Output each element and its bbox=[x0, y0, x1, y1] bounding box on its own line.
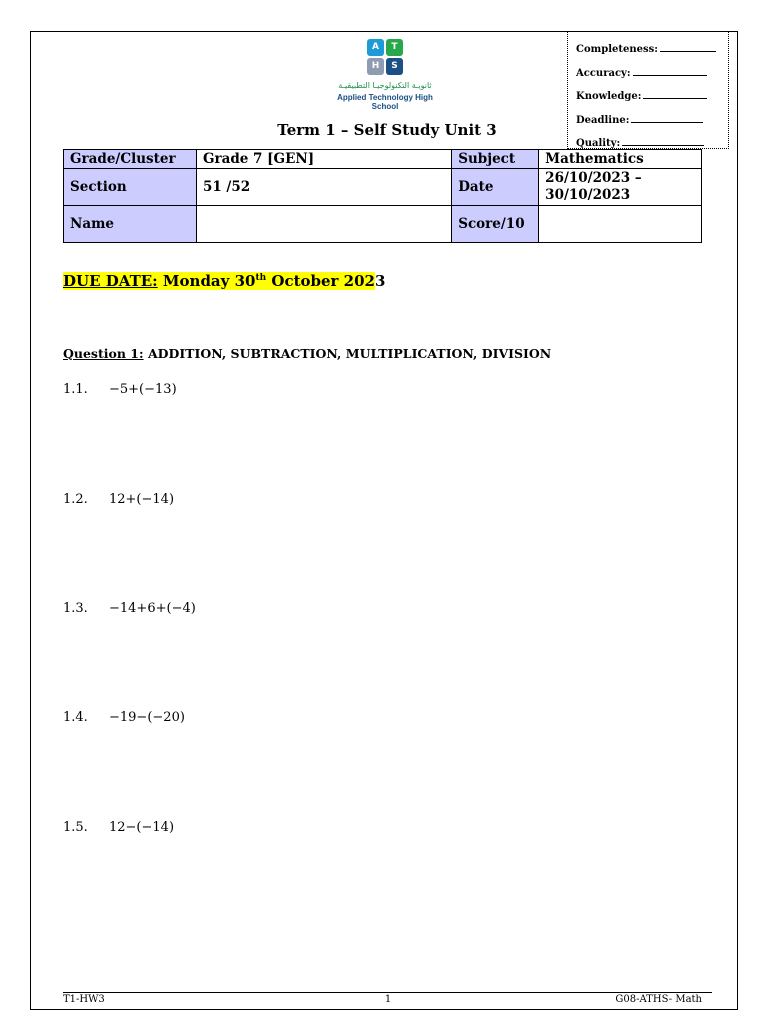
question-number: 1.4. bbox=[63, 710, 88, 725]
score-label: Score/10 bbox=[452, 206, 539, 243]
subject-value: Mathematics bbox=[539, 150, 702, 169]
rubric-label: Accuracy: bbox=[576, 67, 631, 79]
date-value bbox=[539, 169, 702, 206]
due-date-highlight bbox=[63, 272, 375, 290]
logo-tile-a: A bbox=[367, 39, 384, 56]
logo-tile-h: H bbox=[367, 58, 384, 75]
section-label: Section bbox=[64, 169, 197, 206]
rubric-label: Knowledge: bbox=[576, 91, 642, 102]
rubric-deadline bbox=[576, 109, 728, 133]
due-date-last-digit: 3 bbox=[375, 272, 386, 290]
grade-label: Grade/Cluster bbox=[64, 150, 197, 169]
date-end: 30/10/2023 bbox=[545, 187, 631, 203]
question-expression: −5+(−13) bbox=[109, 382, 177, 397]
student-info-table bbox=[63, 149, 702, 243]
question-1-label: Question 1: bbox=[63, 346, 144, 361]
rubric-label: Deadline: bbox=[576, 114, 630, 126]
rubric-accuracy bbox=[576, 62, 728, 86]
rubric-blank bbox=[622, 136, 704, 146]
question-item bbox=[63, 820, 174, 835]
rubric-blank bbox=[633, 66, 707, 76]
footer-divider bbox=[63, 992, 712, 993]
logo-tile-t: T bbox=[386, 39, 403, 56]
grading-rubric-box bbox=[567, 31, 729, 149]
rubric-knowledge bbox=[576, 85, 728, 109]
rubric-blank bbox=[631, 113, 703, 123]
logo-english-name: Applied Technology High School bbox=[337, 93, 433, 111]
due-date-month-year: October 202 bbox=[266, 272, 375, 290]
question-1-heading bbox=[63, 346, 551, 361]
section-value: 51 /52 bbox=[196, 169, 451, 206]
question-number: 1.5. bbox=[63, 820, 88, 835]
question-number: 1.3. bbox=[63, 601, 88, 616]
rubric-label: Quality: bbox=[576, 138, 621, 149]
subject-label: Subject bbox=[452, 150, 539, 169]
footer-course: G08-ATHS- Math bbox=[615, 994, 702, 1005]
rubric-blank bbox=[643, 89, 707, 99]
question-number: 1.1. bbox=[63, 382, 88, 397]
logo-tile-s: S bbox=[386, 58, 403, 75]
rubric-blank bbox=[660, 42, 716, 52]
document-title: Term 1 – Self Study Unit 3 bbox=[277, 121, 497, 139]
score-field[interactable] bbox=[539, 206, 702, 243]
question-item bbox=[63, 601, 196, 616]
grade-value: Grade 7 [GEN] bbox=[196, 150, 451, 169]
due-date-suffix: th bbox=[255, 273, 267, 283]
question-expression: 12−(−14) bbox=[109, 820, 175, 835]
question-expression: 12+(−14) bbox=[109, 492, 175, 507]
rubric-completeness bbox=[576, 38, 728, 62]
question-expression: −19−(−20) bbox=[109, 710, 185, 725]
due-date bbox=[63, 272, 385, 290]
date-start: 26/10/2023 – bbox=[545, 170, 642, 186]
question-number: 1.2. bbox=[63, 492, 88, 507]
question-item bbox=[63, 382, 177, 397]
logo-arabic-name: ثانويـة التكنولوجيـا التطبيقيـة bbox=[338, 81, 432, 90]
question-1-topic: ADDITION, SUBTRACTION, MULTIPLICATION, DIVISION bbox=[143, 346, 552, 361]
question-expression: −14+6+(−4) bbox=[109, 601, 196, 616]
aths-logo-tiles bbox=[365, 37, 405, 77]
question-item bbox=[63, 710, 185, 725]
due-date-label: DUE DATE: bbox=[63, 272, 158, 290]
name-field[interactable] bbox=[196, 206, 451, 243]
question-item bbox=[63, 492, 174, 507]
due-date-day: Monday 30 bbox=[157, 272, 256, 290]
footer-code: T1-HW3 bbox=[63, 994, 105, 1005]
rubric-label: Completeness: bbox=[576, 44, 658, 55]
date-label: Date bbox=[452, 169, 539, 206]
school-logo bbox=[325, 37, 445, 111]
page-number: 1 bbox=[384, 994, 392, 1005]
name-label: Name bbox=[64, 206, 197, 243]
